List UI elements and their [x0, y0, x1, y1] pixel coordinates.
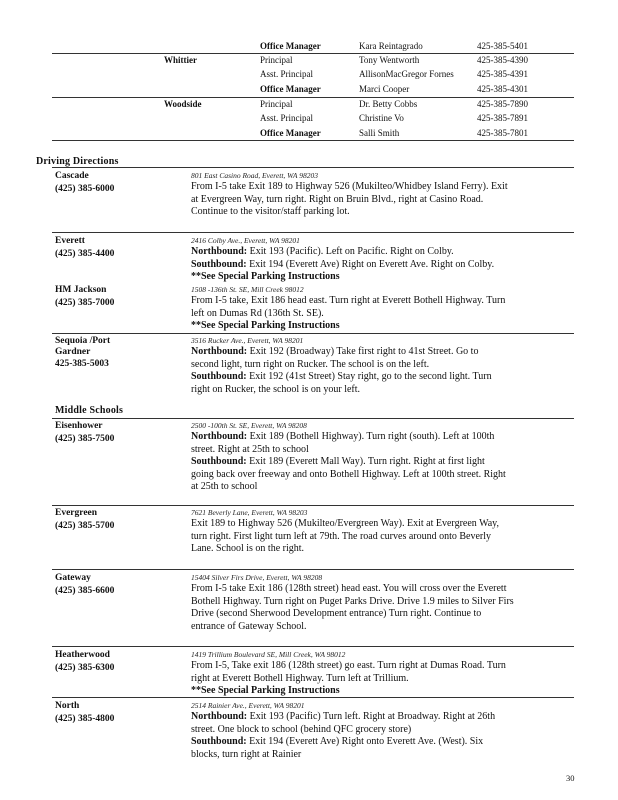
school-phone: (425) 385-6000: [55, 184, 115, 194]
school-address: 15404 Silver Firs Drive, Everett, WA 98208: [191, 573, 323, 582]
school-divider: [52, 333, 574, 334]
direction-label: Southbound:: [191, 258, 247, 270]
staff-title: Principal: [260, 55, 293, 65]
school-phone: (425) 385-7500: [55, 434, 115, 444]
direction-line: going back over freeway and onto Bothell Highway. Left at 100th street. Right: [191, 468, 506, 480]
direction-line: Northbound: Exit 192 (Broadway) Take first right to 41st Street. Go to: [191, 346, 479, 357]
staff-title: Office Manager: [260, 41, 321, 51]
school-divider: [52, 505, 574, 506]
table-divider: [52, 167, 574, 168]
direction-line: blocks, turn right at Rainier: [191, 748, 302, 760]
school-address: 2514 Rainier Ave., Everett, WA 98201: [191, 701, 305, 710]
school-phone: (425) 385-6300: [55, 663, 115, 673]
direction-line: Southbound: Exit 194 (Everett Ave) Right on Everett Ave. Right on Colby.: [191, 258, 495, 270]
school-name: Evergreen: [55, 508, 98, 518]
section-middle-schools: Middle Schools: [55, 405, 124, 416]
direction-label: Southbound:: [191, 456, 247, 467]
school-address: 1419 Trillium Boulevard SE, Mill Creek, WA 98012: [191, 650, 346, 659]
school-name: HM Jackson: [55, 285, 107, 295]
direction-line: Continue to the visitor/staff parking lot.: [191, 206, 350, 217]
direction-line: **See Special Parking Instructions: [191, 271, 340, 282]
direction-line: street. Right at 25th to school: [191, 443, 309, 455]
staff-phone: 425-385-5401: [477, 41, 528, 51]
school-name: Heatherwood: [55, 650, 110, 660]
direction-line: Lane. School is on the right.: [191, 543, 305, 554]
school-address: 7621 Beverly Lane, Everett, WA 98203: [191, 508, 308, 517]
direction-line: right on Rucker, the school is on your left.: [191, 383, 361, 395]
direction-label: Northbound:: [191, 431, 248, 442]
page-number: 30: [566, 773, 575, 783]
staff-name: Tony Wentworth: [359, 55, 420, 65]
staff-name: Marci Cooper: [359, 84, 410, 94]
direction-line: entrance of Gateway School.: [191, 620, 307, 632]
school-phone: (425) 385-6600: [55, 586, 115, 596]
school-phone: (425) 385-4800: [55, 714, 115, 724]
table-divider: [52, 97, 574, 98]
direction-label: Northbound:: [191, 711, 248, 722]
staff-phone: 425-385-7891: [477, 113, 528, 123]
staff-title: Office Manager: [260, 84, 321, 94]
school-phone: (425) 385-7000: [55, 298, 115, 308]
school-phone: (425) 385-5700: [55, 521, 115, 531]
direction-line: turn right. First light turn left at 79th. The road curves around onto Beverly: [191, 530, 492, 542]
staff-name: Salli Smith: [359, 128, 400, 138]
school-divider: [52, 569, 574, 570]
staff-phone: 425-385-4301: [477, 84, 528, 94]
direction-line: From I-5 take Exit 189 to Highway 526 (Mukilteo/Whidbey Island Ferry). Exit: [191, 181, 508, 192]
direction-line: From I-5 take Exit 186 (128th street) head east. You will cross over the Everett: [191, 583, 507, 594]
school-phone: (425) 385-4400: [55, 249, 115, 259]
direction-line: **See Special Parking Instructions: [191, 320, 340, 331]
school-divider: [52, 646, 574, 647]
direction-line: Southbound: Exit 194 (Everett Ave) Right onto Everett Ave. (West). Six: [191, 736, 484, 747]
staff-title: Asst. Principal: [260, 69, 313, 79]
staff-phone: 425-385-4391: [477, 69, 528, 79]
direction-line: Drive (second Sherwood Development entrance) Turn right. Continue to: [191, 608, 482, 619]
direction-line: at Evergreen Way, turn right. Right on Bruin Blvd., right at Casino Road.: [191, 193, 484, 205]
direction-line: at 25th to school: [191, 481, 258, 492]
direction-line: Northbound: Exit 193 (Pacific). Left on Pacific. Right on Colby.: [191, 246, 454, 257]
school-divider: [52, 232, 574, 233]
school-divider: [52, 418, 574, 419]
direction-line: Southbound: Exit 192 (41st Street) Stay right, go to the second light. Turn: [191, 371, 492, 382]
direction-label: Northbound:: [191, 246, 248, 257]
staff-school: Woodside: [164, 99, 202, 109]
direction-label: Northbound:: [191, 346, 248, 357]
staff-phone: 425-385-7801: [477, 128, 528, 138]
direction-line: **See Special Parking Instructions: [191, 685, 340, 696]
direction-line: From I-5 take, Exit 186 head east. Turn right at Everett Bothell Highway. Turn: [191, 295, 506, 306]
direction-label: Southbound:: [191, 736, 247, 747]
direction-line: Northbound: Exit 193 (Pacific) Turn left. Right at Broadway. Right at 26th: [191, 711, 496, 722]
direction-line: right at Everett Bothell Highway. Turn left at Trillium.: [191, 672, 409, 684]
direction-line: Southbound: Exit 189 (Everett Mall Way). Turn right. Right at first light: [191, 456, 485, 467]
school-phone: 425-385-5003: [55, 359, 109, 369]
school-divider: [52, 697, 574, 698]
school-address: 2500 -100th St. SE, Everett, WA 98208: [191, 421, 307, 430]
direction-line: left on Dumas Rd (136th St. SE).: [191, 307, 324, 319]
school-address: 3516 Rucker Ave., Everett, WA 98201: [191, 336, 304, 345]
staff-title: Office Manager: [260, 128, 321, 138]
staff-phone: 425-385-4390: [477, 55, 528, 65]
school-name: North: [55, 701, 80, 711]
direction-line: Bothell Highway. Turn right on Puget Parks Drive. Drive 1.9 miles to Silver Firs: [191, 595, 514, 607]
school-name: Cascade: [55, 171, 89, 181]
direction-line: second light, turn right on Rucker. The school is on the left.: [191, 358, 430, 370]
direction-label: Southbound:: [191, 371, 247, 382]
direction-line: Exit 189 to Highway 526 (Mukilteo/Evergreen Way). Exit at Evergreen Way,: [191, 518, 500, 529]
school-address: 2416 Colby Ave., Everett, WA 98201: [191, 236, 300, 245]
staff-title: Asst. Principal: [260, 113, 313, 123]
school-address: 1508 -136th St. SE, Mill Creek 98012: [191, 285, 304, 294]
staff-title: Principal: [260, 99, 293, 109]
staff-name: Christine Vo: [359, 113, 404, 123]
school-name: Gateway: [55, 573, 91, 583]
staff-name: Kara Reintagrado: [359, 41, 423, 51]
direction-line: From I-5, Take exit 186 (128th street) go east. Turn right at Dumas Road. Turn: [191, 660, 506, 671]
staff-school: Whittier: [164, 55, 197, 65]
staff-name: AllisonMacGregor Fornes: [359, 69, 454, 79]
table-divider: [52, 53, 574, 54]
direction-line: street. One block to school (behind QFC grocery store): [191, 723, 412, 735]
direction-line: Northbound: Exit 189 (Bothell Highway). Turn right (south). Left at 100th: [191, 431, 495, 442]
school-name: Eisenhower: [55, 421, 103, 431]
school-name: Sequoia /Port Gardner: [55, 336, 111, 357]
section-driving-directions: Driving Directions: [36, 156, 119, 167]
table-divider: [52, 140, 574, 141]
school-name: Everett: [55, 236, 85, 246]
staff-name: Dr. Betty Cobbs: [359, 99, 418, 109]
staff-phone: 425-385-7890: [477, 99, 528, 109]
school-address: 801 East Casino Road, Everett, WA 98203: [191, 171, 318, 180]
